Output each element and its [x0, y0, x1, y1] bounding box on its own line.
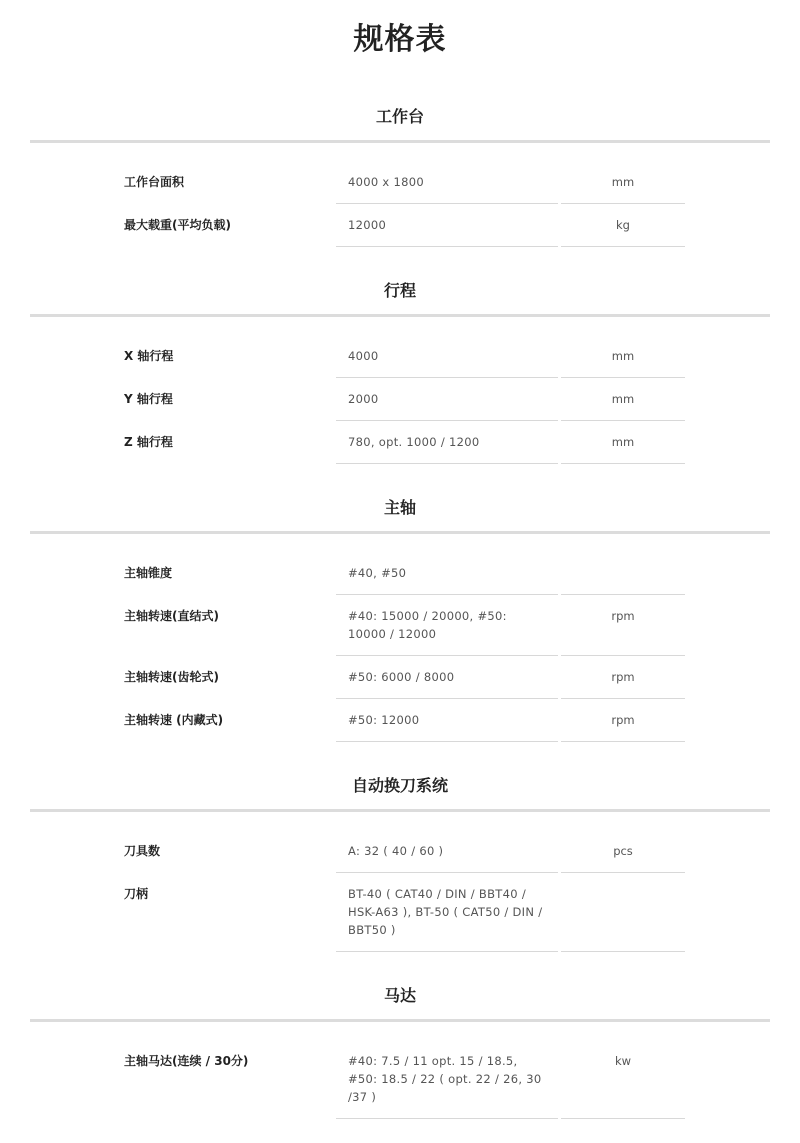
spec-value: #40, #50	[336, 552, 558, 595]
spec-section	[0, 278, 800, 464]
spec-row	[0, 552, 800, 595]
spec-value: A: 32 ( 40 / 60 )	[336, 830, 558, 873]
spec-row	[0, 699, 800, 742]
spec-unit: pcs	[561, 830, 685, 873]
spec-unit: rpm	[561, 656, 685, 699]
spec-label: Z 轴行程	[124, 435, 173, 449]
spec-row	[0, 1040, 800, 1119]
spec-unit: rpm	[561, 699, 685, 742]
spec-row	[0, 335, 800, 378]
spec-value: BT-40 ( CAT40 / DIN / BBT40 / HSK-A63 ), BT-50 ( CAT50 / DIN / BBT50 )	[336, 873, 558, 952]
spec-unit: mm	[561, 378, 685, 421]
spec-rows	[0, 1022, 800, 1119]
spec-section	[0, 495, 800, 742]
spec-unit: rpm	[561, 595, 685, 656]
spec-rows	[0, 534, 800, 742]
section-title: 自动换刀系统	[351, 776, 448, 795]
spec-label: 刀具数	[124, 844, 161, 858]
spec-unit: kw	[561, 1040, 685, 1119]
spec-value: 780, opt. 1000 / 1200	[336, 421, 558, 464]
spec-unit: kg	[561, 204, 685, 247]
spec-value: 2000	[336, 378, 558, 421]
spec-section	[0, 983, 800, 1119]
spec-row	[0, 204, 800, 247]
spec-value: #50: 12000	[336, 699, 558, 742]
spec-row	[0, 378, 800, 421]
spec-value: 4000	[336, 335, 558, 378]
spec-row	[0, 161, 800, 204]
spec-label: 主轴转速(齿轮式)	[124, 670, 219, 684]
section-title: 主轴	[383, 498, 416, 517]
spec-label: 最大载重(平均负载)	[124, 218, 231, 232]
spec-value: 4000 x 1800	[336, 161, 558, 204]
spec-label: 主轴转速(直结式)	[124, 609, 219, 623]
spec-unit: mm	[561, 421, 685, 464]
spec-section	[0, 773, 800, 952]
page-title: 规格表	[353, 22, 447, 57]
section-title: 工作台	[375, 107, 424, 126]
section-title: 马达	[383, 986, 416, 1005]
spec-label: Y 轴行程	[124, 392, 173, 406]
spec-unit: mm	[561, 161, 685, 204]
spec-row	[0, 830, 800, 873]
spec-row	[0, 421, 800, 464]
spec-sections	[0, 104, 800, 1119]
spec-value: #50: 6000 / 8000	[336, 656, 558, 699]
spec-label: 工作台面积	[124, 175, 185, 189]
section-title: 行程	[383, 281, 416, 300]
spec-rows	[0, 812, 800, 952]
spec-label: 主轴锥度	[124, 566, 173, 580]
spec-label: 主轴马达(连续 / 30分)	[124, 1054, 249, 1068]
spec-label: 主轴转速 (内藏式)	[124, 713, 224, 727]
spec-unit	[561, 873, 685, 952]
spec-rows	[0, 317, 800, 464]
spec-label: X 轴行程	[124, 349, 174, 363]
spec-value: #40: 15000 / 20000, #50: 10000 / 12000	[336, 595, 558, 656]
spec-unit	[561, 552, 685, 595]
spec-value: #40: 7.5 / 11 opt. 15 / 18.5, #50: 18.5 / 22 ( opt. 22 / 26, 30 /37 )	[336, 1040, 558, 1119]
spec-unit: mm	[561, 335, 685, 378]
spec-label: 刀柄	[124, 887, 149, 901]
spec-row	[0, 873, 800, 952]
spec-value: 12000	[336, 204, 558, 247]
spec-row	[0, 656, 800, 699]
spec-section	[0, 104, 800, 247]
spec-rows	[0, 143, 800, 247]
spec-row	[0, 595, 800, 656]
